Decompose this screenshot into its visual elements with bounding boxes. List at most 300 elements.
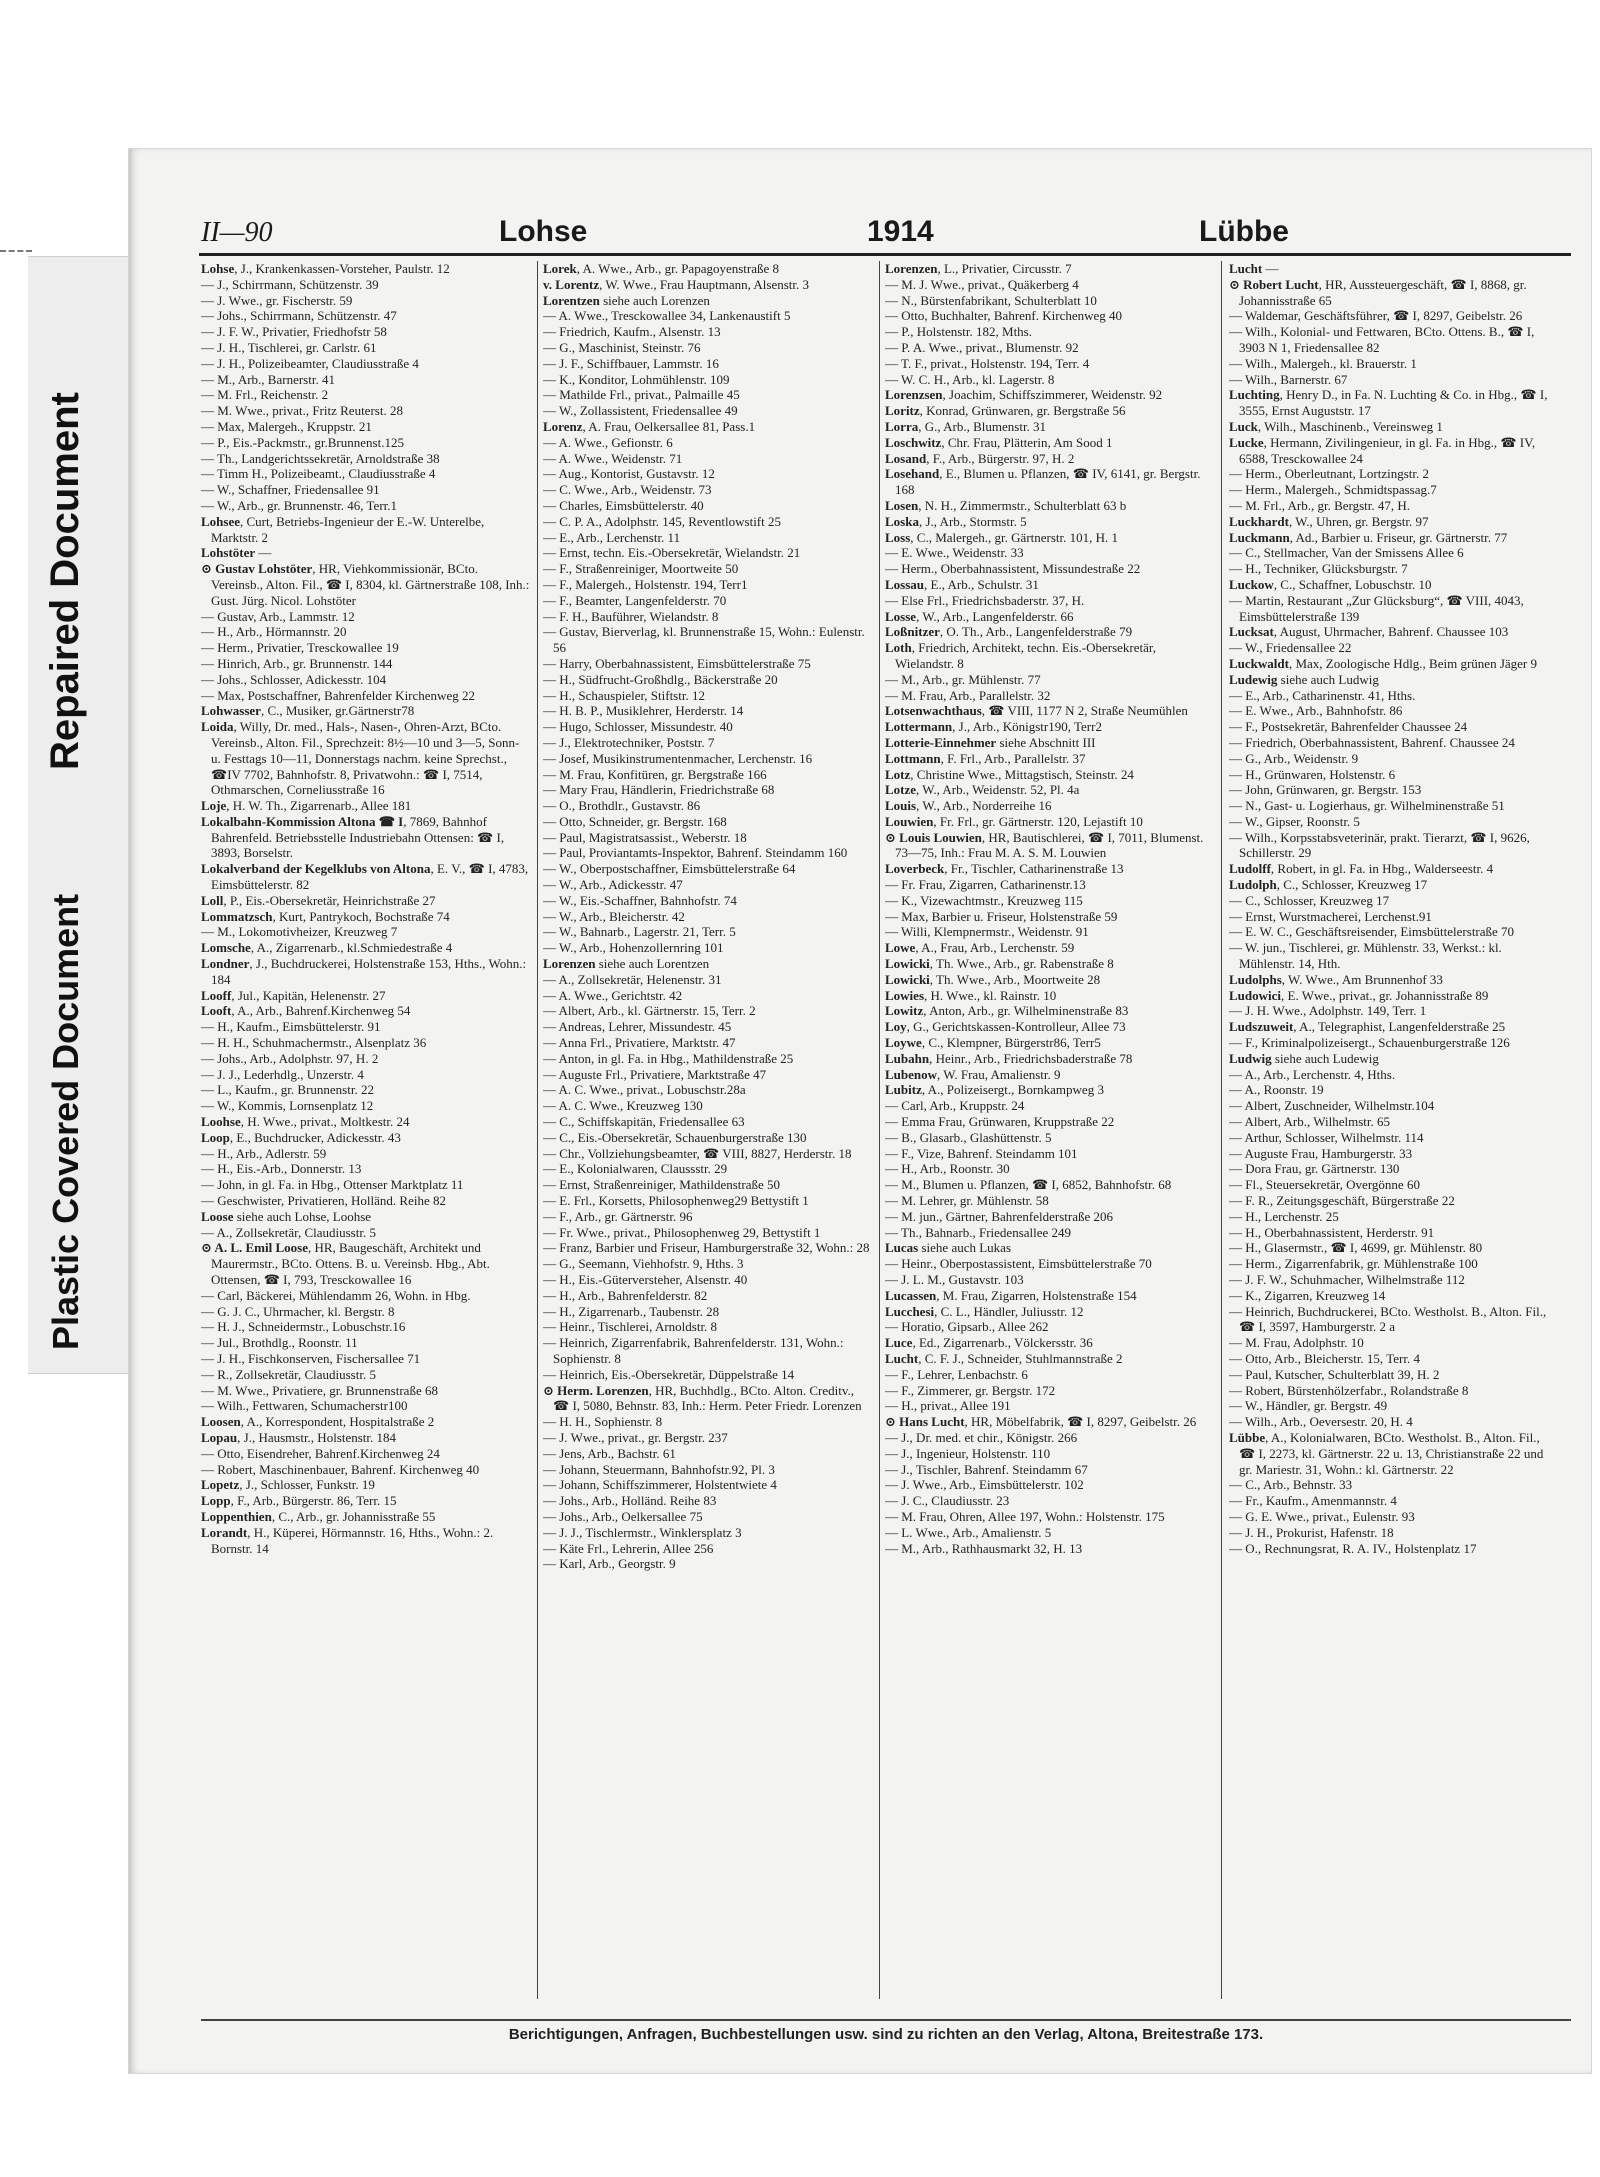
column-rule bbox=[1221, 261, 1222, 1999]
directory-entry: — H., Techniker, Glücksburgstr. 7 bbox=[1229, 561, 1408, 577]
directory-entry: Losand, F., Arb., Bürgerstr. 97, H. 2 bbox=[885, 450, 1075, 466]
directory-entry: — Ernst, Wurstmacherei, Lerchenst.91 bbox=[1229, 908, 1432, 924]
directory-entry: — Arthur, Schlosser, Wilhelmstr. 114 bbox=[1229, 1129, 1424, 1145]
directory-entry: — Herm., Oberleutnant, Lortzingstr. 2 bbox=[1229, 466, 1430, 482]
directory-entry: — J. H., Fischkonserven, Fischersallee 71 bbox=[201, 1350, 421, 1366]
directory-entry: Lorenzen, L., Privatier, Circusstr. 7 bbox=[885, 261, 1072, 276]
directory-entry: — J. H., Tischlerei, gr. Carlstr. 61 bbox=[201, 339, 377, 355]
directory-entry: Ludszuweit, A., Telegraphist, Langenfelderstraße 25 bbox=[1229, 1019, 1506, 1035]
directory-entry: — M. Wwe., Privatiere, gr. Brunnenstraße 68 bbox=[201, 1382, 438, 1398]
directory-entry: Loßnitzer, O. Th., Arb., Langenfelderstraße 79 bbox=[885, 624, 1133, 640]
directory-page bbox=[128, 148, 1592, 2074]
directory-entry: — J. Wwe., privat., gr. Bergstr. 237 bbox=[543, 1429, 728, 1445]
directory-entry: — B., Glasarb., Glashüttenstr. 5 bbox=[885, 1129, 1052, 1145]
directory-entry: Looft, A., Arb., Bahrenf.Kirchenweg 54 bbox=[201, 1003, 411, 1019]
directory-entry: — M., Arb., gr. Mühlenstr. 77 bbox=[885, 671, 1041, 687]
directory-entry: — F. H., Bauführer, Wielandstr. 8 bbox=[543, 608, 719, 624]
directory-entry: Losse, W., Arb., Langenfelderstr. 66 bbox=[885, 608, 1074, 624]
directory-entry: — Johs., Arb., Adolphstr. 97, H. 2 bbox=[201, 1050, 379, 1066]
directory-entry: — Max, Postschaffner, Bahrenfelder Kirchenweg 22 bbox=[201, 687, 475, 703]
directory-entry: — J. J., Tischlermstr., Winklersplatz 3 bbox=[543, 1524, 742, 1540]
directory-entry: — C. P. A., Adolphstr. 145, Reventlowstift 25 bbox=[543, 513, 781, 529]
directory-entry: — A., Roonstr. 19 bbox=[1229, 1082, 1324, 1098]
directory-entry: — K., Konditor, Lohmühlenstr. 109 bbox=[543, 371, 730, 387]
directory-entry: — Hugo, Schlosser, Missundestr. 40 bbox=[543, 719, 733, 735]
archive-tag-labels bbox=[45, 260, 117, 1350]
directory-entry: — H., Südfrucht-Großhdlg., Bäckerstraße 20 bbox=[543, 671, 778, 687]
directory-entry: — F., Arb., gr. Gärtnerstr. 96 bbox=[543, 1208, 693, 1224]
directory-entry: — H., Eis.-Arb., Donnerstr. 13 bbox=[201, 1161, 362, 1177]
directory-entry: — Harry, Oberbahnassistent, Eimsbüttelerstraße 75 bbox=[543, 655, 811, 671]
directory-entry: — G., Maschinist, Steinstr. 76 bbox=[543, 339, 701, 355]
directory-entry: — E. Wwe., Arb., Bahnhofstr. 86 bbox=[1229, 703, 1403, 719]
directory-entry: — Timm H., Polizeibeamt., Claudiusstraße 4 bbox=[201, 466, 436, 482]
directory-entry: — J., Ingenieur, Holstenstr. 110 bbox=[885, 1445, 1051, 1461]
directory-entry: Loschwitz, Chr. Frau, Plätterin, Am Sood 1 bbox=[885, 434, 1113, 450]
directory-entry: — Auguste Frl., Privatiere, Marktstraße 47 bbox=[543, 1066, 767, 1082]
directory-entry: — W., Gipser, Roonstr. 5 bbox=[1229, 813, 1360, 829]
directory-entry: — M., Lokomotivheizer, Kreuzweg 7 bbox=[201, 924, 398, 940]
directory-entry: Lubenow, W. Frau, Amalienstr. 9 bbox=[885, 1066, 1061, 1082]
directory-entry: Luckwaldt, Max, Zoologische Hdlg., Beim grünen Jäger 9 bbox=[1229, 655, 1538, 671]
cut-mark bbox=[0, 250, 32, 252]
directory-entry: — J. L. M., Gustavstr. 103 bbox=[885, 1272, 1024, 1287]
directory-entry: — M. Frau, Konfitüren, gr. Bergstraße 166 bbox=[543, 766, 767, 782]
directory-entry: — J., Dr. med. et chir., Königstr. 266 bbox=[885, 1429, 1078, 1445]
directory-entry: — Albert, Zuschneider, Wilhelmstr.104 bbox=[1229, 1098, 1435, 1114]
directory-entry: — P. A. Wwe., privat., Blumenstr. 92 bbox=[885, 339, 1079, 355]
directory-entry: Loida, Willy, Dr. med., Hals-, Nasen-, Ohren-Arzt, BCto. Vereinsb., Alton. Fil., Sprechzeit: 8½—10 und 3—5, Sonn- u. Festtags 10—11, Donnerstags nachm. keine Sprechst., ☎IV 7702, Bahnhofstr. 8, Privatwohn.: ☎ I, 7514, Othmarschen, Corneliusstraße 16 bbox=[201, 719, 520, 798]
directory-entry: Lopetz, J., Schlosser, Funkstr. 19 bbox=[201, 1477, 375, 1493]
header-last-name: Lübbe bbox=[1199, 215, 1289, 248]
directory-entry: — F., Kriminalpolizeisergt., Schauenburgerstraße 126 bbox=[1229, 1035, 1510, 1051]
directory-entry: — W., Bahnarb., Lagerstr. 21, Terr. 5 bbox=[543, 924, 736, 940]
directory-entry: — H., Oberbahnassistent, Herderstr. 91 bbox=[1229, 1224, 1435, 1240]
directory-entry: Louis, W., Arb., Norderreihe 16 bbox=[885, 798, 1052, 814]
column-rule bbox=[879, 261, 880, 1999]
directory-entry: — F., Beamter, Langenfelderstr. 70 bbox=[543, 592, 727, 608]
directory-entry: Lotsenwachthaus, ☎ VIII, 1177 N 2, Straße Neumühlen bbox=[885, 703, 1188, 719]
directory-entry: Loss, C., Malergeh., gr. Gärtnerstr. 101, H. 1 bbox=[885, 529, 1119, 545]
directory-entry: ⊙ Robert Lucht, HR, Aussteuergeschäft, ☎ I, 8868, gr. Johannisstraße 65 bbox=[1229, 276, 1527, 308]
directory-entry: — E., Kolonialwaren, Claussstr. 29 bbox=[543, 1161, 728, 1177]
directory-entry: — J. F. W., Schuhmacher, Wilhelmstraße 112 bbox=[1229, 1272, 1465, 1287]
directory-entry: — N., Gast- u. Logierhaus, gr. Wilhelminenstraße 51 bbox=[1229, 798, 1505, 814]
directory-entry: — Otto, Buchhalter, Bahrenf. Kirchenweg 40 bbox=[885, 308, 1123, 324]
directory-entry: Loop, E., Buchdrucker, Adickesstr. 43 bbox=[201, 1129, 401, 1145]
directory-entry: Lotze, W., Arb., Weidenstr. 52, Pl. 4a bbox=[885, 782, 1080, 798]
directory-entry: — C., Stellmacher, Van der Smissens Allee 6 bbox=[1229, 545, 1464, 561]
directory-entry: — P., Eis.-Packmstr., gr.Brunnenst.125 bbox=[201, 434, 404, 450]
directory-entry: — Otto, Arb., Bleicherstr. 15, Terr. 4 bbox=[1229, 1350, 1420, 1366]
directory-entry: — Mary Frau, Händlerin, Friedrichstraße 68 bbox=[543, 782, 775, 798]
directory-entry: — F., Vize, Bahrenf. Steindamm 101 bbox=[885, 1145, 1078, 1161]
directory-entry: — M. Frl., Reichenstr. 2 bbox=[201, 387, 329, 403]
directory-entry: — A. Wwe., Gefionstr. 6 bbox=[543, 434, 673, 450]
directory-entry: — Heinr., Oberpostassistent, Eimsbüttelerstraße 70 bbox=[885, 1256, 1152, 1272]
directory-entry: Ludolff, Robert, in gl. Fa. in Hbg., Walderseestr. 4 bbox=[1229, 861, 1494, 877]
directory-entry: — M. J. Wwe., privat., Quäkerberg 4 bbox=[885, 276, 1079, 292]
directory-entry: — K., Vizewachtmstr., Kreuzweg 115 bbox=[885, 892, 1083, 908]
directory-entry: — M., Arb., Barnerstr. 41 bbox=[201, 371, 335, 387]
directory-entry: Loy, G., Gerichtskassen-Kontrolleur, Allee 73 bbox=[885, 1019, 1126, 1035]
directory-entry: — Else Frl., Friedrichsbaderstr. 37, H. bbox=[885, 592, 1085, 608]
directory-entry: Luckhardt, W., Uhren, gr. Bergstr. 97 bbox=[1229, 513, 1429, 529]
directory-entry: — Albert, Arb., Wilhelmstr. 65 bbox=[1229, 1114, 1391, 1130]
directory-entry: — Martin, Restaurant „Zur Glücksburg“, ☎ VIII, 4043, Eimsbüttelerstraße 139 bbox=[1229, 592, 1524, 624]
directory-entry: Ludwig siehe auch Ludewig bbox=[1229, 1050, 1379, 1066]
directory-entry: — L. Wwe., Arb., Amalienstr. 5 bbox=[885, 1524, 1052, 1540]
directory-entry: — Johs., Arb., Oelkersallee 75 bbox=[543, 1508, 703, 1524]
directory-entry: — W., Friedensallee 22 bbox=[1229, 640, 1352, 656]
directory-entry: — Paul, Kutscher, Schulterblatt 39, H. 2 bbox=[1229, 1366, 1440, 1382]
directory-entry: Lorentzen siehe auch Lorenzen bbox=[543, 292, 710, 308]
directory-entry: Loywe, C., Klempner, Bürgerstr86, Terr5 bbox=[885, 1035, 1101, 1051]
directory-entry: — Fl., Steuersekretär, Overgönne 60 bbox=[1229, 1177, 1420, 1193]
directory-entry: — A. Wwe., Tresckowallee 34, Lankenaustift 5 bbox=[543, 308, 791, 324]
directory-entry: — O., Brothdlr., Gustavstr. 86 bbox=[543, 798, 701, 814]
directory-entry: Losehand, E., Blumen u. Pflanzen, ☎ IV, 6141, gr. Bergstr. 168 bbox=[885, 466, 1201, 498]
directory-entry: — F., Straßenreiniger, Moortweite 50 bbox=[543, 561, 739, 577]
directory-entry: — E., Arb., Catharinenstr. 41, Hths. bbox=[1229, 687, 1416, 703]
directory-entry: — Otto, Schneider, gr. Bergstr. 168 bbox=[543, 813, 727, 829]
directory-entry: — Th., Bahnarb., Friedensallee 249 bbox=[885, 1224, 1072, 1240]
directory-entry: — W., Arb., Adickesstr. 47 bbox=[543, 877, 683, 893]
directory-entry: — Friedrich, Kaufm., Alsenstr. 13 bbox=[543, 324, 721, 340]
directory-entry: — Carl, Bäckerei, Mühlendamm 26, Wohn. in Hbg. bbox=[201, 1287, 471, 1303]
publisher-footer: Berichtigungen, Anfragen, Buchbestellungen usw. sind zu richten an den Verlag, Altona, Breitestraße 173. bbox=[201, 2019, 1571, 2052]
directory-entry: — Heinrich, Zigarrenfabrik, Bahrenfelderstr. 131, Wohn.: Sophienstr. 8 bbox=[543, 1335, 844, 1366]
directory-entry: — F., Lehrer, Lenbachstr. 6 bbox=[885, 1366, 1028, 1382]
directory-entry: Luckmann, Ad., Barbier u. Friseur, gr. Gärtnerstr. 77 bbox=[1229, 529, 1508, 545]
directory-entry: Loohse, H. Wwe., privat., Moltkestr. 24 bbox=[201, 1114, 410, 1130]
directory-entry: Lorra, G., Arb., Blumenstr. 31 bbox=[885, 418, 1047, 434]
directory-entry: — Wilh., Kolonial- und Fettwaren, BCto. Ottens. B., ☎ I, 3903 N 1, Friedensallee 82 bbox=[1229, 324, 1535, 355]
directory-entry: — Andreas, Lehrer, Missundestr. 45 bbox=[543, 1019, 732, 1035]
directory-entry: Ludowici, E. Wwe., privat., gr. Johannisstraße 89 bbox=[1229, 987, 1489, 1003]
directory-entry: — A., Zollsekretär, Claudiusstr. 5 bbox=[201, 1224, 376, 1240]
directory-entry: — Waldemar, Geschäftsführer, ☎ I, 8297, Geibelstr. 26 bbox=[1229, 308, 1523, 324]
directory-entry: — F., Zimmerer, gr. Bergstr. 172 bbox=[885, 1382, 1056, 1398]
directory-entry: — Albert, Arb., kl. Gärtnerstr. 15, Terr. 2 bbox=[543, 1003, 756, 1019]
directory-entry: — John, Grünwaren, gr. Bergstr. 153 bbox=[1229, 782, 1422, 798]
directory-entry: Lowe, A., Frau, Arb., Lerchenstr. 59 bbox=[885, 940, 1075, 956]
directory-entry: Lucassen, M. Frau, Zigarren, Holstenstraße 154 bbox=[885, 1287, 1137, 1303]
directory-entry: — H., privat., Allee 191 bbox=[885, 1398, 1011, 1414]
directory-entry: — A. C. Wwe., Kreuzweg 130 bbox=[543, 1098, 703, 1114]
directory-entry: Lohse, J., Krankenkassen-Vorsteher, Paulstr. 12 bbox=[201, 261, 450, 276]
directory-entry: — Fr., Kaufm., Amenmannstr. 4 bbox=[1229, 1493, 1397, 1509]
directory-entry: — Wilh., Arb., Oeversestr. 20, H. 4 bbox=[1229, 1414, 1413, 1430]
directory-entry: — Franz, Barbier und Friseur, Hamburgerstraße 32, Wohn.: 28 bbox=[543, 1240, 870, 1256]
directory-entry: Lokalbahn-Kommission Altona ☎ I, 7869, Bahnhof Bahrenfeld. Betriebsstelle Industriebahn Ottensen: ☎ I, 3893, Borselstr. bbox=[201, 813, 505, 861]
directory-entry: — H., Eis.-Güterversteher, Alsenstr. 40 bbox=[543, 1272, 748, 1287]
directory-entry: Losen, N. H., Zimmermstr., Schulterblatt 63 b bbox=[885, 497, 1127, 513]
directory-entry: — Anna Frl., Privatiere, Marktstr. 47 bbox=[543, 1035, 736, 1051]
directory-entry: — J. C., Claudiusstr. 23 bbox=[885, 1493, 1010, 1509]
directory-entry: — H., Lerchenstr. 25 bbox=[1229, 1208, 1339, 1224]
directory-entry: Ludolph, C., Schlosser, Kreuzweg 17 bbox=[1229, 877, 1428, 893]
directory-entry: — Herm., Privatier, Tresckowallee 19 bbox=[201, 640, 399, 656]
directory-entry: — H., Arb., Roonstr. 30 bbox=[885, 1161, 1010, 1177]
directory-entry: — Emma Frau, Grünwaren, Kruppstraße 22 bbox=[885, 1114, 1115, 1130]
directory-entry: — F. R., Zeitungsgeschäft, Bürgerstraße 22 bbox=[1229, 1193, 1455, 1209]
directory-entry: — H., Schauspieler, Stiftstr. 12 bbox=[543, 687, 705, 703]
directory-entry: Lucht, C. F. J., Schneider, Stuhlmannstraße 2 bbox=[885, 1350, 1123, 1366]
directory-entry: — Th., Landgerichtssekretär, Arnoldstraße 38 bbox=[201, 450, 440, 466]
directory-entry: — W., Eis.-Schaffner, Bahnhofstr. 74 bbox=[543, 892, 737, 908]
directory-entry: — E. Frl., Korsetts, Philosophenweg29 Bettystift 1 bbox=[543, 1193, 809, 1209]
directory-entry: — E. Wwe., Weidenstr. 33 bbox=[885, 545, 1024, 561]
directory-entry: Loosen, A., Korrespondent, Hospitalstraße 2 bbox=[201, 1414, 435, 1430]
directory-entry: Lohsee, Curt, Betriebs-Ingenieur der E.-W. Unterelbe, Marktstr. 2 bbox=[201, 513, 485, 545]
directory-entry: Lucchesi, C. L., Händler, Juliusstr. 12 bbox=[885, 1303, 1084, 1319]
directory-entry: — F., Malergeh., Holstenstr. 194, Terr1 bbox=[543, 576, 748, 592]
directory-entry: — Wilh., Malergeh., kl. Brauerstr. 1 bbox=[1229, 355, 1417, 371]
directory-entry: — A. Wwe., Weidenstr. 71 bbox=[543, 450, 683, 466]
directory-entry: — J. Wwe., gr. Fischerstr. 59 bbox=[201, 292, 353, 308]
directory-entry: — W., Kommis, Lornsenplatz 12 bbox=[201, 1098, 374, 1114]
directory-entry: Ludewig siehe auch Ludwig bbox=[1229, 671, 1379, 687]
directory-entry: — Charles, Eimsbüttelerstr. 40 bbox=[543, 497, 704, 513]
directory-entry: — Aug., Kontorist, Gustavstr. 12 bbox=[543, 466, 715, 482]
directory-entry: — Anton, in gl. Fa. in Hbg., Mathildenstraße 25 bbox=[543, 1050, 794, 1066]
directory-entry: — Jens, Arb., Bachstr. 61 bbox=[543, 1445, 676, 1461]
directory-entry: — H., Glasermstr., ☎ I, 4699, gr. Mühlenstr. 80 bbox=[1229, 1240, 1483, 1256]
directory-entry: — H., Kaufm., Eimsbüttelerstr. 91 bbox=[201, 1019, 381, 1035]
directory-entry: Lorandt, H., Küperei, Hörmannstr. 16, Hths., Wohn.: 2. Bornstr. 14 bbox=[201, 1524, 494, 1556]
directory-entry: — Käte Frl., Lehrerin, Allee 256 bbox=[543, 1540, 714, 1556]
directory-entry: — M., Arb., Rathhausmarkt 32, H. 13 bbox=[885, 1540, 1083, 1556]
directory-entry: ⊙ Gustav Lohstöter, HR, Viehkommissionär, BCto. Vereinsb., Alton. Fil., ☎ I, 8304, kl. Gärtnerstraße 108, Inh.: Gust. Jürg. Nicol. Lohstöter bbox=[201, 561, 530, 608]
directory-entry: Lorenz, A. Frau, Oelkersallee 81, Pass.1 bbox=[543, 418, 756, 434]
directory-entry: — H., Arb., Bahrenfelderstr. 82 bbox=[543, 1287, 708, 1303]
directory-entry: Lomsche, A., Zigarrenarb., kl.Schmiedestraße 4 bbox=[201, 940, 453, 956]
directory-entry: Ludolphs, W. Wwe., Am Brunnenhof 33 bbox=[1229, 971, 1443, 987]
directory-column-2 bbox=[543, 261, 873, 2001]
directory-entry: — Herm., Malergeh., Schmidtspassag.7 bbox=[1229, 482, 1437, 498]
directory-entry: — W. jun., Tischlerei, gr. Mühlenstr. 33, Werkst.: kl. Mühlenstr. 14, Hth. bbox=[1229, 940, 1502, 972]
directory-entry: Louwien, Fr. Frl., gr. Gärtnerstr. 120, Lejastift 10 bbox=[885, 813, 1143, 829]
directory-entry: — A., Arb., Lerchenstr. 4, Hths. bbox=[1229, 1066, 1396, 1082]
directory-entry: — Gustav, Bierverlag, kl. Brunnenstraße 15, Wohn.: Eulenstr. 56 bbox=[543, 624, 865, 656]
directory-entry: — Hinrich, Arb., gr. Brunnenstr. 144 bbox=[201, 655, 393, 671]
directory-entry: Lohwasser, C., Musiker, gr.Gärtnerstr78 bbox=[201, 703, 415, 719]
directory-entry: — W., Oberpostschaffner, Eimsbüttelerstraße 64 bbox=[543, 861, 796, 877]
directory-entry: — H., Grünwaren, Holstenstr. 6 bbox=[1229, 766, 1396, 782]
directory-entry: — Jul., Brothdlg., Roonstr. 11 bbox=[201, 1335, 358, 1351]
directory-entry: — Wilh., Barnerstr. 67 bbox=[1229, 371, 1348, 387]
directory-entry: — A. Wwe., Gerichtstr. 42 bbox=[543, 987, 683, 1003]
directory-entry: — C., Schiffskapitän, Friedensallee 63 bbox=[543, 1114, 745, 1130]
directory-entry: — Friedrich, Oberbahnassistent, Bahrenf. Chaussee 24 bbox=[1229, 734, 1515, 750]
directory-entry: Lucke, Hermann, Zivilingenieur, in gl. Fa. in Hbg., ☎ IV, 6588, Tresckowallee 24 bbox=[1229, 434, 1536, 466]
directory-entry: — J. H., Prokurist, Hafenstr. 18 bbox=[1229, 1524, 1394, 1540]
directory-entry: Lowicki, Th. Wwe., Arb., gr. Rabenstraße 8 bbox=[885, 956, 1114, 972]
directory-entry: — H., Arb., Hörmannstr. 20 bbox=[201, 624, 347, 640]
directory-entry: Londner, J., Buchdruckerei, Holstenstraße 153, Hths., Wohn.: 184 bbox=[201, 956, 527, 987]
directory-entry: — M. Lehrer, gr. Mühlenstr. 58 bbox=[885, 1193, 1049, 1209]
directory-entry: — K., Zigarren, Kreuzweg 14 bbox=[1229, 1287, 1386, 1303]
directory-entry: — M. jun., Gärtner, Bahrenfelderstraße 206 bbox=[885, 1208, 1113, 1224]
directory-entry: — N., Bürstenfabrikant, Schulterblatt 10 bbox=[885, 292, 1097, 308]
directory-entry: — A., Zollsekretär, Helenenstr. 31 bbox=[543, 971, 722, 987]
directory-entry: — Josef, Musikinstrumentenmacher, Lerchenstr. 16 bbox=[543, 750, 813, 766]
directory-entry: — P., Holstenstr. 182, Mths. bbox=[885, 324, 1032, 340]
directory-entry: Luckow, C., Schaffner, Lobuschstr. 10 bbox=[1229, 576, 1432, 592]
directory-entry: Loll, P., Eis.-Obersekretär, Heinrichstraße 27 bbox=[201, 892, 436, 908]
directory-entry: — Johs., Schirrmann, Schützenstr. 47 bbox=[201, 308, 397, 324]
directory-entry: — Paul, Proviantamts-Inspektor, Bahrenf. Steindamm 160 bbox=[543, 845, 848, 861]
directory-entry: — Johs., Arb., Holländ. Reihe 83 bbox=[543, 1493, 717, 1509]
directory-entry: Loje, H. W. Th., Zigarrenarb., Allee 181 bbox=[201, 798, 412, 814]
directory-entry: — E., Arb., Lerchenstr. 11 bbox=[543, 529, 681, 545]
directory-entry: — H. B. P., Musiklehrer, Herderstr. 14 bbox=[543, 703, 744, 719]
directory-entry: — J., Elektrotechniker, Poststr. 7 bbox=[543, 734, 715, 750]
directory-entry: Lowicki, Th. Wwe., Arb., Moortweite 28 bbox=[885, 971, 1101, 987]
directory-entry: — Robert, Bürstenhölzerfabr., Rolandstraße 8 bbox=[1229, 1382, 1469, 1398]
directory-entry: — Johann, Schiffszimmerer, Holstentwiete 4 bbox=[543, 1477, 777, 1493]
directory-entry: — W., Zollassistent, Friedensallee 49 bbox=[543, 403, 738, 419]
directory-entry: — M. Wwe., privat., Fritz Reuterst. 28 bbox=[201, 403, 403, 419]
directory-entry: Lorenzsen, Joachim, Schiffszimmerer, Weidenstr. 92 bbox=[885, 387, 1163, 403]
header-year: 1914 bbox=[867, 215, 934, 248]
directory-entry: — M. Frau, Ohren, Allee 197, Wohn.: Holstenstr. 175 bbox=[885, 1508, 1165, 1524]
directory-entry: — G. J. C., Uhrmacher, kl. Bergstr. 8 bbox=[201, 1303, 395, 1319]
directory-entry: — C. Wwe., Arb., Weidenstr. 73 bbox=[543, 482, 712, 498]
directory-entry: ⊙ A. L. Emil Loose, HR, Baugeschäft, Architekt und Maurermstr., BCto. Ottens. B. u. Vereinsb. Hbg., Abt. Ottensen, ☎ I, 793, Tresckowallee 16 bbox=[201, 1240, 490, 1287]
directory-entry: Lucht — bbox=[1229, 261, 1279, 276]
directory-entry: — Otto, Eisendreher, Bahrenf.Kirchenweg 24 bbox=[201, 1445, 440, 1461]
directory-entry: — Herm., Zigarrenfabrik, gr. Mühlenstraße 100 bbox=[1229, 1256, 1478, 1272]
directory-entry: — W., Händler, gr. Bergstr. 49 bbox=[1229, 1398, 1388, 1414]
directory-entry: — C., Eis.-Obersekretär, Schauenburgerstraße 130 bbox=[543, 1129, 807, 1145]
directory-entry: — O., Rechnungsrat, R. A. IV., Holstenplatz 17 bbox=[1229, 1540, 1477, 1556]
directory-entry: — M., Blumen u. Pflanzen, ☎ I, 6852, Bahnhofstr. 68 bbox=[885, 1177, 1172, 1193]
directory-entry: Lorenzen siehe auch Lorentzen bbox=[543, 956, 710, 972]
directory-entry: Lopau, J., Hausmstr., Holstenstr. 184 bbox=[201, 1429, 397, 1445]
directory-entry: — J., Schirrmann, Schützenstr. 39 bbox=[201, 276, 379, 292]
directory-entry: — M. Frau, Adolphstr. 10 bbox=[1229, 1335, 1364, 1351]
directory-entry: — H., Zigarrenarb., Taubenstr. 28 bbox=[543, 1303, 720, 1319]
directory-entry: Loth, Friedrich, Architekt, techn. Eis.-Obersekretär, Wielandstr. 8 bbox=[885, 640, 1156, 671]
directory-entry: Lommatzsch, Kurt, Pantrykoch, Bochstraße 74 bbox=[201, 908, 450, 924]
directory-entry: Lucas siehe auch Lukas bbox=[885, 1240, 1012, 1256]
directory-entry: — Heinrich, Buchdruckerei, BCto. Westholst. B., Alton. Fil., ☎ I, 3597, Hamburgerstr. 2 a bbox=[1229, 1303, 1547, 1335]
directory-entry: — W., Arb., Hohenzollernring 101 bbox=[543, 940, 724, 956]
directory-entry: Lohstöter — bbox=[201, 545, 272, 561]
directory-entry: — Fr. Frau, Zigarren, Catharinenstr.13 bbox=[885, 877, 1086, 893]
directory-entry: — Chr., Vollziehungsbeamter, ☎ VIII, 8827, Herderstr. 18 bbox=[543, 1145, 852, 1161]
directory-entry: Lotz, Christine Wwe., Mittagstisch, Steinstr. 24 bbox=[885, 766, 1134, 782]
directory-entry: Lubitz, A., Polizeisergt., Bornkampweg 3 bbox=[885, 1082, 1104, 1098]
directory-entry: — Karl, Arb., Georgstr. 9 bbox=[543, 1556, 676, 1572]
directory-entry: — H., Arb., Adlerstr. 59 bbox=[201, 1145, 327, 1161]
directory-entry: Lottermann, J., Arb., Königstr190, Terr2 bbox=[885, 719, 1102, 735]
directory-entry: — J. H., Polizeibeamter, Claudiusstraße 4 bbox=[201, 355, 419, 371]
directory-entry: ⊙ Louis Louwien, HR, Bautischlerei, ☎ I, 7011, Blumenst. 73—75, Inh.: Frau M. A. S. M. Louwien bbox=[885, 829, 1204, 861]
directory-entry: — R., Zollsekretär, Claudiusstr. 5 bbox=[201, 1366, 376, 1382]
directory-entry: — Carl, Arb., Kruppstr. 24 bbox=[885, 1098, 1025, 1114]
directory-entry: — W., Arb., Bleicherstr. 42 bbox=[543, 908, 685, 924]
plastic-covered-label: Plastic Covered Document bbox=[45, 893, 86, 1350]
directory-entry: Looff, Jul., Kapitän, Helenenstr. 27 bbox=[201, 987, 386, 1003]
directory-entry: — Max, Barbier u. Friseur, Holstenstraße 59 bbox=[885, 908, 1118, 924]
directory-entry: — J. H. Wwe., Adolphstr. 149, Terr. 1 bbox=[1229, 1003, 1427, 1019]
directory-entry: — H. J., Schneidermstr., Lobuschstr.16 bbox=[201, 1319, 406, 1335]
directory-entry: — Wilh., Korpsstabsveterinär, prakt. Tierarzt, ☎ I, 9626, Schillerstr. 29 bbox=[1229, 829, 1530, 861]
directory-entry: — Ernst, Straßenreiniger, Mathildenstraße 50 bbox=[543, 1177, 781, 1193]
directory-entry: — Willi, Klempnermstr., Weidenstr. 91 bbox=[885, 924, 1089, 940]
directory-entry: — Johann, Steuermann, Bahnhofstr.92, Pl. 3 bbox=[543, 1461, 775, 1477]
directory-entry: — Max, Malergeh., Kruppstr. 21 bbox=[201, 418, 372, 434]
directory-entry: — Wilh., Fettwaren, Schumacherstr100 bbox=[201, 1398, 408, 1414]
directory-entry: Lotterie-Einnehmer siehe Abschnitt III bbox=[885, 734, 1096, 750]
directory-entry: Lucksat, August, Uhrmacher, Bahrenf. Chaussee 103 bbox=[1229, 624, 1509, 640]
directory-entry: Loppenthien, C., Arb., gr. Johannisstraße 55 bbox=[201, 1508, 436, 1524]
directory-entry: — C., Schlosser, Kreuzweg 17 bbox=[1229, 892, 1390, 908]
directory-entry: — J. F., Schiffbauer, Lammstr. 16 bbox=[543, 355, 719, 371]
directory-entry: Lossau, E., Arb., Schulstr. 31 bbox=[885, 576, 1039, 592]
directory-entry: Lorek, A. Wwe., Arb., gr. Papagoyenstraße 8 bbox=[543, 261, 780, 276]
repaired-document-label: Repaired Document bbox=[43, 392, 87, 770]
directory-entry: v. Lorentz, W. Wwe., Frau Hauptmann, Alsenstr. 3 bbox=[543, 276, 810, 292]
directory-entry: — E. W. C., Geschäftsreisender, Eimsbüttelerstraße 70 bbox=[1229, 924, 1515, 940]
directory-entry: Lowies, H. Wwe., kl. Rainstr. 10 bbox=[885, 987, 1057, 1003]
directory-entry: — Heinrich, Eis.-Obersekretär, Düppelstraße 14 bbox=[543, 1366, 795, 1382]
directory-entry: — J. J., Lederhdlg., Unzerstr. 4 bbox=[201, 1066, 364, 1082]
directory-entry: Lopp, F., Arb., Bürgerstr. 86, Terr. 15 bbox=[201, 1493, 397, 1509]
directory-entry: — Gustav, Arb., Lammstr. 12 bbox=[201, 608, 355, 624]
directory-entry: — L., Kaufm., gr. Brunnenstr. 22 bbox=[201, 1082, 374, 1098]
directory-entry: — A. C. Wwe., privat., Lobuschstr.28a bbox=[543, 1082, 746, 1098]
page-header bbox=[199, 215, 1571, 256]
directory-entry: — Herm., Oberbahnassistent, Missundestraße 22 bbox=[885, 561, 1141, 577]
directory-entry: — F., Postsekretär, Bahrenfelder Chaussee 24 bbox=[1229, 719, 1468, 735]
column-rule bbox=[537, 261, 538, 1999]
directory-entry: Lubahn, Heinr., Arb., Friedrichsbaderstraße 78 bbox=[885, 1050, 1133, 1066]
directory-entry: — Heinr., Tischlerei, Arnoldstr. 8 bbox=[543, 1319, 718, 1335]
directory-entry: Lokalverband der Kegelklubs von Altona, E. V., ☎ I, 4783, Eimsbüttelerstr. 82 bbox=[201, 861, 529, 893]
directory-entry: — John, in gl. Fa. in Hbg., Ottenser Marktplatz 11 bbox=[201, 1177, 464, 1193]
directory-entry: Luce, Ed., Zigarrenarb., Völckersstr. 36 bbox=[885, 1335, 1093, 1351]
directory-entry: — G., Arb., Weidenstr. 9 bbox=[1229, 750, 1359, 766]
directory-entry: — Horatio, Gipsarb., Allee 262 bbox=[885, 1319, 1049, 1335]
directory-entry: — Johs., Schlosser, Adickesstr. 104 bbox=[201, 671, 387, 687]
directory-column-3 bbox=[885, 261, 1215, 2001]
directory-entry: — Fr. Wwe., privat., Philosophenweg 29, Bettystift 1 bbox=[543, 1224, 821, 1240]
directory-entry: Loverbeck, Fr., Tischler, Catharinenstraße 13 bbox=[885, 861, 1124, 877]
directory-entry: — Robert, Maschinenbauer, Bahrenf. Kirchenweg 40 bbox=[201, 1461, 480, 1477]
directory-entry: — J., Tischler, Bahrenf. Steindamm 67 bbox=[885, 1461, 1088, 1477]
directory-entry: ⊙ Herm. Lorenzen, HR, Buchhdlg., BCto. Alton. Creditv., ☎ I, 5080, Behnstr. 83, Inh.: Herm. Peter Friedr. Lorenzen bbox=[543, 1382, 862, 1414]
directory-entry: — Dora Frau, gr. Gärtnerstr. 130 bbox=[1229, 1161, 1400, 1177]
page-number: II—90 bbox=[201, 217, 273, 248]
scan-side-strip bbox=[0, 0, 133, 2177]
directory-entry: Luck, Wilh., Maschinenb., Vereinsweg 1 bbox=[1229, 418, 1443, 434]
directory-entry: Lottmann, F. Frl., Arb., Parallelstr. 37 bbox=[885, 750, 1086, 766]
directory-entry: Loritz, Konrad, Grünwaren, gr. Bergstraße 56 bbox=[885, 403, 1126, 419]
directory-column-4 bbox=[1229, 261, 1559, 2001]
directory-entry: — H. H., Sophienstr. 8 bbox=[543, 1414, 663, 1430]
directory-entry: — M. Frau, Arb., Parallelstr. 32 bbox=[885, 687, 1051, 703]
directory-entry: — J. F. W., Privatier, Friedhofstr 58 bbox=[201, 324, 387, 340]
directory-entry: — W., Schaffner, Friedensallee 91 bbox=[201, 482, 380, 498]
directory-entry: — G. E. Wwe., privat., Eulenstr. 93 bbox=[1229, 1508, 1415, 1524]
directory-entry: — M. Frl., Arb., gr. Bergstr. 47, H. bbox=[1229, 497, 1411, 513]
directory-entry: — Paul, Magistratsassist., Weberstr. 18 bbox=[543, 829, 747, 845]
directory-entry: — T. F., privat., Holstenstr. 194, Terr. 4 bbox=[885, 355, 1090, 371]
